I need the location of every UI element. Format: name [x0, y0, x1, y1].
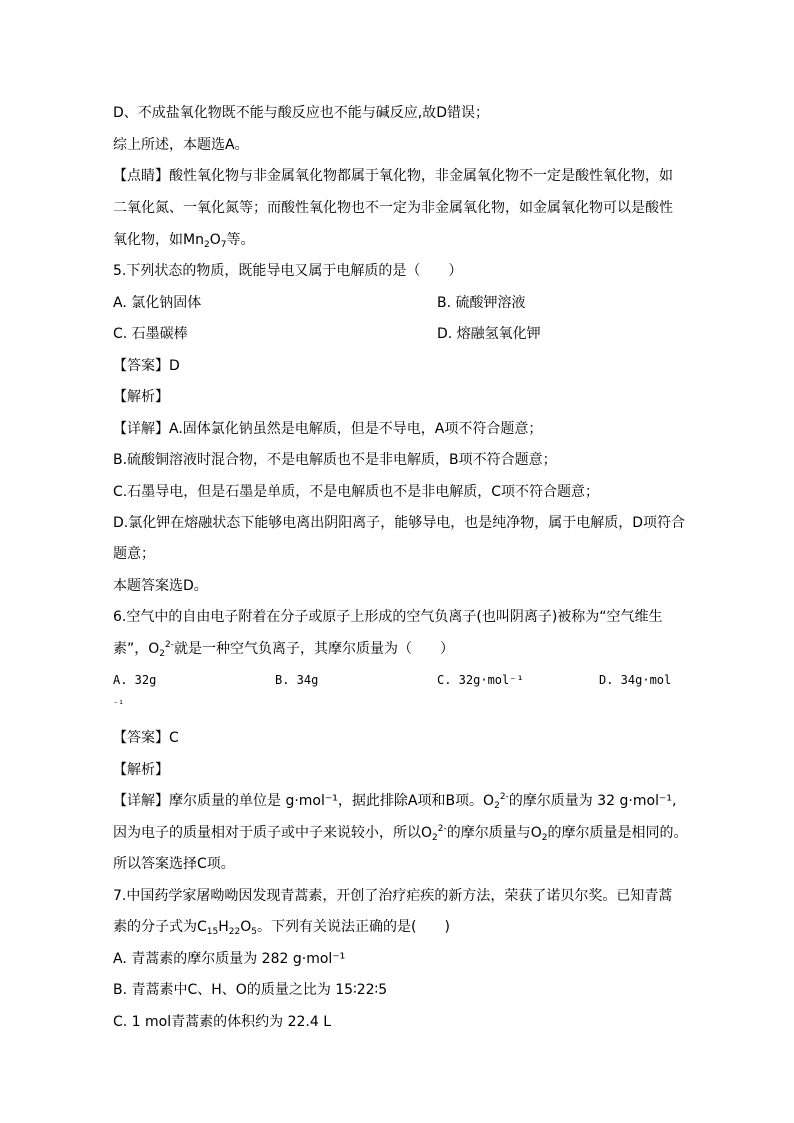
option-b: B. 硫酸钾溶液: [437, 295, 526, 311]
text-fragment: O: [209, 232, 221, 248]
analysis-heading: 【解析】: [113, 389, 169, 405]
text-fragment: 【详解】摩尔质量的单位是 g·mol⁻¹，据此排除A项和B项。O: [113, 793, 495, 809]
note-line: [113, 231, 254, 249]
subscript: 7: [220, 240, 227, 250]
analysis-heading: 【解析】: [113, 762, 169, 778]
option-a: A. 青蒿素的摩尔质量为 282 g·mol⁻¹: [113, 951, 346, 967]
text-fragment: 等。: [226, 232, 255, 248]
detail-line: [113, 792, 676, 810]
subscript: 2: [541, 833, 548, 843]
detail-line: 本题答案选D。: [113, 578, 208, 594]
detail-line: 所以答案选择C项。: [113, 856, 235, 872]
answer-line: 【答案】D: [113, 358, 180, 374]
text-fragment: O: [240, 919, 252, 935]
option-a: A. 氯化钠固体: [113, 295, 202, 311]
superscript: 2-: [165, 640, 174, 650]
text-line: 综上所述，本题选A。: [113, 137, 249, 153]
question-stem: [113, 918, 450, 936]
text-fragment: 因为电子的质量相对于质子或中子来说较小，所以O: [113, 825, 433, 841]
text-fragment: 。下列有关说法正确的是( ): [256, 919, 450, 935]
question-stem: [113, 640, 454, 658]
option-c: C. 32g·mol⁻¹: [437, 673, 524, 687]
option-d: D. 熔融氢氧化钾: [437, 326, 541, 342]
text-fragment: H: [218, 919, 229, 935]
note-line: 【点睛】酸性氧化物与非金属氧化物都属于氧化物，非金属氧化物不一定是酸性氧化物，如: [113, 168, 673, 184]
subscript: 2: [494, 801, 500, 811]
subscript: 2: [203, 240, 210, 250]
detail-line: B.硫酸铜溶液时混合物，不是电解质也不是非电解质，B项不符合题意；: [113, 452, 557, 468]
detail-line: C.石墨导电，但是石墨是单质，不是电解质也不是非电解质，C项不符合题意；: [113, 484, 599, 500]
text-fragment: 的摩尔质量与O: [446, 825, 542, 841]
subscript: 15: [206, 927, 219, 937]
answer-line: 【答案】C: [113, 730, 179, 746]
text-fragment: 的摩尔质量为 32 g·mol⁻¹,: [508, 793, 677, 809]
option-b: B. 34g: [275, 673, 319, 687]
superscript: 2-: [437, 824, 447, 834]
question-stem: 6.空气中的自由电子附着在分子或原子上形成的空气负离子(也叫阴离子)被称为“空气维生: [113, 609, 663, 625]
text-fragment: 氧化物，如Mn: [113, 232, 204, 248]
subscript: 22: [228, 927, 241, 937]
detail-line: 【详解】A.固体氯化钠虽然是电解质，但是不导电，A项不符合题意；: [113, 421, 543, 437]
question-stem: 7.中国药学家屠呦呦因发现青蒿素，开创了治疗疟疾的新方法，荣获了诺贝尔奖。已知青蒿: [113, 888, 673, 904]
option-a: A. 32g: [113, 673, 157, 687]
text-fragment: 就是一种空气负离子，其摩尔质量为（ ）: [174, 641, 454, 657]
subscript: 2: [432, 833, 438, 843]
option-b: B. 青蒿素中C、H、O的质量之比为 15∶22∶5: [113, 982, 388, 998]
detail-line: [113, 824, 688, 842]
option-c: C. 石墨碳棒: [113, 326, 188, 342]
text-fragment: 的摩尔质量是相同的。: [547, 825, 688, 841]
detail-line: D.氯化钾在熔融状态下能够电离出阴阳离子，能够导电，也是纯净物，属于电解质，D项符合: [113, 515, 686, 531]
text-fragment: 素”，O: [113, 641, 160, 657]
option-d: D. 34g·mol: [599, 673, 672, 687]
superscript: 2-: [499, 792, 509, 802]
subscript: 2: [159, 649, 166, 659]
subscript: 5: [251, 927, 257, 937]
option-d-continuation: ⁻¹: [113, 700, 124, 710]
note-line: 二氧化氮、一氧化氮等；而酸性氧化物也不一定为非金属氧化物，如金属氧化物可以是酸性: [113, 200, 673, 216]
option-c: C. 1 mol青蒿素的体积约为 22.4 L: [113, 1014, 331, 1030]
question-stem: 5.下列状态的物质，既能导电又属于电解质的是（ ）: [113, 263, 463, 279]
detail-line: 题意；: [113, 546, 155, 562]
text-fragment: 素的分子式为C: [113, 919, 207, 935]
text-line: D、不成盐氧化物既不能与酸反应也不能与碱反应,故D错误；: [113, 105, 490, 121]
